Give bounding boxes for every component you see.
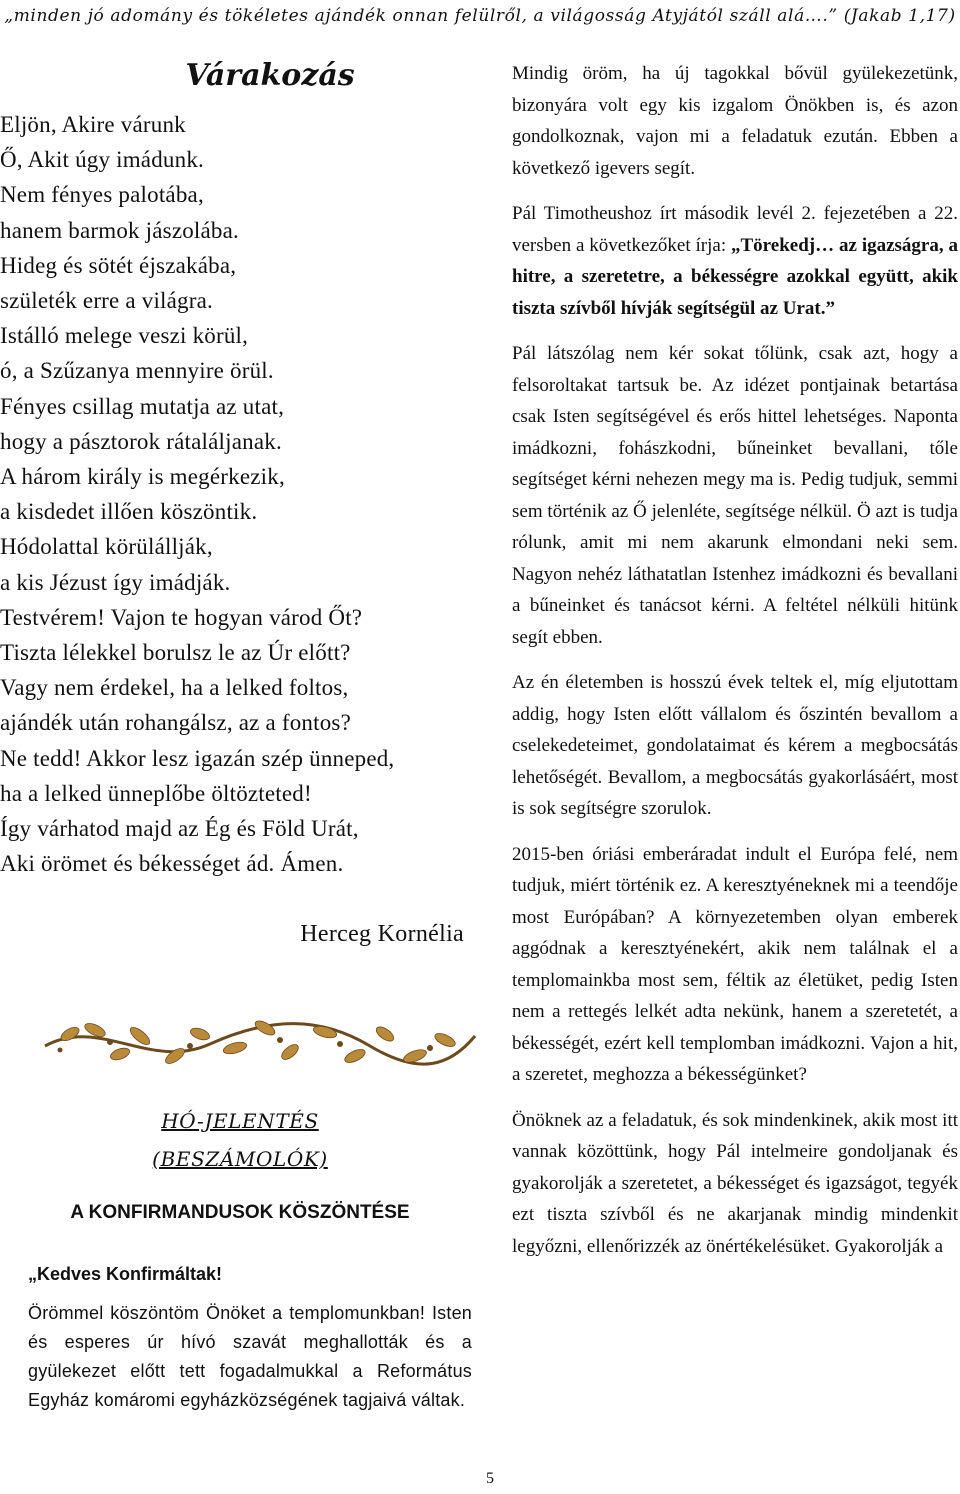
poem-line: Istálló melege veszi körül, bbox=[0, 323, 249, 349]
confirmands-intro-text: Örömmel köszöntöm Önöket a templomunkban! Isten és esperes úr hívó szavát meghallották és a gyülekezet előtt tett fogadalmukkal a Református Egyház komáromi egyházközségének tagjaivá váltak. bbox=[28, 1303, 472, 1411]
poem-line: ajándék után rohangálsz, az a fontos? bbox=[0, 710, 351, 736]
poem-line: Ne tedd! Akkor lesz igazán szép ünneped, bbox=[0, 745, 395, 771]
poem-line: hogy a pásztorok rátaláljanak. bbox=[0, 428, 282, 454]
poem-line: Vagy nem érdekel, ha a lelked foltos, bbox=[0, 675, 349, 701]
confirmands-heading: A KONFIRMANDUSOK KÖSZÖNTÉSE bbox=[70, 1202, 410, 1224]
report-section-title bbox=[0, 1102, 480, 1178]
poem-line: Hódolattal körülállják, bbox=[0, 534, 213, 560]
poem-line: Hideg és sötét éjszakába, bbox=[0, 252, 237, 278]
paragraph-5: 2015-ben óriási emberáradat indult el Európa felé, nem tudjuk, miért történik ez. A keresztyéneknek mi a teendője most Európában? A környezetemben olyan emberek aggódnak a keresztyénekért, akik nem találnak el a templomainkba most sem, féltik az életüket, pedig Isten nem a rettegés lelkét adta nekünk, hanem a szeretetét, a békességét, ezért kell templomban imádkozni. Vajon a hit, a szeretet, meghozza a békességünket? bbox=[512, 843, 958, 1085]
paragraph-2 bbox=[512, 198, 958, 324]
poem-line: A három király is megérkezik, bbox=[0, 464, 285, 490]
header-verse: „minden jó adomány és tökéletes ajándék onnan felülről, a világosság Atyjától száll alá….” (Jakab 1,17) bbox=[4, 6, 956, 26]
paragraph-3: Pál látszólag nem kér sokat tőlünk, csak azt, hogy a felsoroltakat tartsuk be. Az idézet pontjainak betartása csak Isten segítségével és erős hittel lehetséges. Naponta imádkozni, fohászkodni, bűneinket bevallani, tőle segítséget kérni nehezen megy ma is. Pedig tudjuk, semmi sem történik az Ő jelenléte, segítsége nélkül. Ö azt is tudja rólunk, amit mi nem akarunk elmondani neki sem. Nagyon nehéz láthatatlan Istenhez imádkozni és bevallani a bűneinket és tanácsot kérni. A feltétel nélküli hitünk segít ebben. bbox=[512, 343, 958, 648]
poem-line: Aki örömet és békességet ád. Ámen. bbox=[0, 851, 344, 877]
right-column bbox=[512, 58, 958, 1276]
poem-line: Ő, Akit úgy imádunk. bbox=[0, 147, 204, 173]
poem-line: hanem barmok jászolába. bbox=[0, 217, 239, 243]
page-number: 5 bbox=[486, 1470, 494, 1487]
poem-line: Testvérem! Vajon te hogyan várod Őt? bbox=[0, 604, 363, 630]
poem-line: Fényes csillag mutatja az utat, bbox=[0, 393, 285, 419]
poem-line: Így várhatod majd az Ég és Föld Urát, bbox=[0, 816, 359, 842]
poem-line: Eljön, Akire várunk bbox=[0, 112, 186, 137]
paragraph-1: Mindig öröm, ha új tagokkal bővül gyülekezetünk, bizonyára volt egy kis izgalom Önökben is, és azon gondolkoznak, vajon mi a feladatuk ezután. Ebben a következő igevers segít. bbox=[512, 63, 958, 179]
paragraph-4: Az én életemben is hosszú évek teltek el, míg eljutottam addig, hogy Isten előtt vállalom és őszintén bevallom a cselekedeteimet, gondolataimat és kérem a megbocsátás lehetőségét. Bevallom, a megbocsátás gyakorlásáért, most is sok segítségre szorulok. bbox=[512, 672, 958, 819]
poem-body bbox=[0, 107, 480, 881]
poem-line: a kis Jézust így imádják. bbox=[0, 569, 231, 595]
poem-line: ha a lelked ünneplőbe öltözteted! bbox=[0, 780, 312, 806]
poem-title: Várakozás bbox=[185, 58, 355, 93]
poem-line: születék erre a világra. bbox=[0, 288, 213, 314]
left-column bbox=[0, 58, 480, 1415]
bible-quote: „Törekedj… az igazságra, a hitre, a szeretetre, a békességre azokkal együtt, akik tiszta szívből hívják segítségül az Urat.” bbox=[512, 234, 958, 319]
poem-line: a kisdedet illően köszöntik. bbox=[0, 499, 258, 525]
greeting: „Kedves Konfirmáltak! bbox=[28, 1264, 223, 1285]
poem-line: Tiszta lélekkel borulsz le az Úr előtt? bbox=[0, 640, 351, 666]
report-title-line2: (BESZÁMOLÓK) bbox=[152, 1147, 328, 1172]
paragraph-6: Önöknek az a feladatuk, és sok mindenkinek, akik most itt vannak közöttünk, hogy Pál intelmeire gondoljanak és gyakorolják a szeretetet, a békességet és igazságot, tegyék ezt tiszta szívből és ne akarjanak mindig mindenkit legyőzni, ellenőrizzék az önértékelésüket. Gyakorolják a bbox=[512, 1109, 958, 1257]
floral-divider bbox=[40, 1006, 480, 1076]
poem-line: ó, a Szűzanya mennyire örül. bbox=[0, 358, 274, 384]
poem-author: Herceg Kornélia bbox=[300, 921, 464, 948]
paragraph-2-intro: Pál Timotheushoz írt második levél 2. fejezetében a 22. versben a következőket írja: bbox=[512, 203, 958, 256]
report-title-line1: HÓ-JELENTÉS bbox=[161, 1109, 319, 1134]
poem-line: Nem fényes palotába, bbox=[0, 182, 204, 208]
